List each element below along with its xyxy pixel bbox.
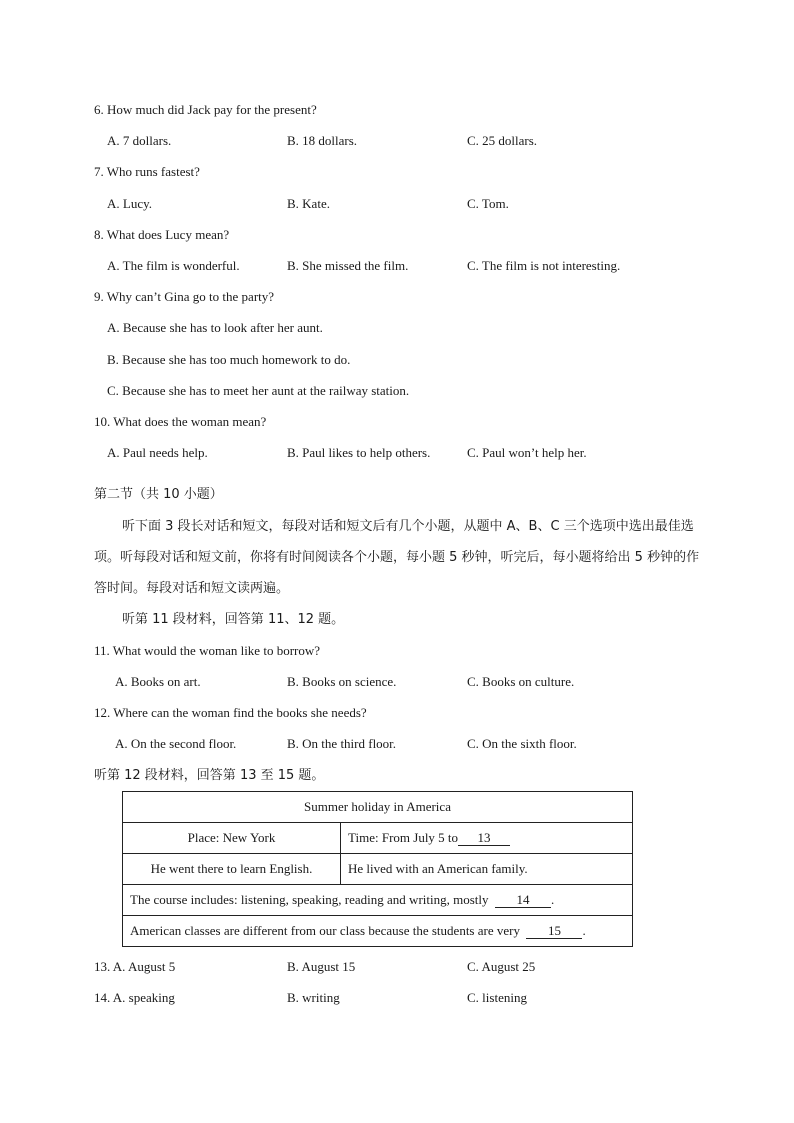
table-row [123,885,633,916]
option-c: C. The film is not interesting. [467,258,621,273]
table-row [123,916,633,947]
option-c: C. listening [467,990,527,1005]
classes-text: American classes are different from our class because the students are very [130,923,520,938]
option-b: B. She missed the film. [287,258,409,273]
material-12-instruction: 听第 12 段材料，回答第 13 至 15 题。 [94,768,325,783]
section-instructions: 听下面 3 段长对话和短文，每段对话和短文后有几个小题，从题中 A、B、C 三个选项中选出最佳选项。听每段对话和短文前，你将有时间阅读各个小题，每小题 5 秒钟，听完后，每小题将给出 5 秒钟的作答时间。每段对话和短文读两遍。 [94,519,700,596]
option-b: B. August 15 [287,959,356,974]
option-c: C. On the sixth floor. [467,736,577,751]
time-label: Time: From July 5 to [348,830,459,845]
question-7: 7. Who runs fastest? [94,164,200,179]
place-cell: Place: New York [123,823,341,854]
question-11: 11. What would the woman like to borrow? [94,643,321,658]
question-10-options [0,445,794,461]
option-a: A. On the second floor. [115,736,237,751]
blank-15: 15 [526,924,582,939]
option-b: B. On the third floor. [287,736,397,751]
question-6-options [0,133,794,149]
option-c: C. Books on culture. [467,674,575,689]
option-b: B. Books on science. [287,674,397,689]
blank-13: 13 [458,831,510,846]
blank-14: 14 [495,893,551,908]
question-8-options [0,258,794,274]
option-a: A. The film is wonderful. [107,258,240,273]
option-c: C. 25 dollars. [467,133,538,148]
option-c: C. Because she has to meet her aunt at the railway station. [107,383,410,398]
option-a: 14. A. speaking [94,990,175,1005]
option-a: A. Books on art. [115,674,201,689]
period: . [551,892,555,907]
question-10: 10. What does the woman mean? [94,414,267,429]
table-row [123,792,633,823]
option-b: B. Kate. [287,196,330,211]
option-b: B. writing [287,990,340,1005]
question-14-options [0,990,794,1006]
option-b: B. Because she has too much homework to do. [107,352,351,367]
material-11-instruction: 听第 11 段材料，回答第 11、12 题。 [122,612,345,627]
question-7-options [0,196,794,212]
table-title: Summer holiday in America [123,792,633,823]
option-a: A. Because she has to look after her aunt. [107,320,323,335]
option-c: C. Paul won’t help her. [467,445,587,460]
table-row [123,823,633,854]
option-b: B. 18 dollars. [287,133,358,148]
section-heading: 第二节（共 10 小题） [94,487,223,502]
table-row [123,854,633,885]
option-b: B. Paul likes to help others. [287,445,431,460]
question-13-options [0,959,794,975]
question-9: 9. Why can’t Gina go to the party? [94,289,275,304]
question-12-options [0,736,794,752]
summary-table [122,791,633,947]
question-12: 12. Where can the woman find the books she needs? [94,705,367,720]
option-a: 13. A. August 5 [94,959,176,974]
option-a: A. 7 dollars. [107,133,172,148]
course-cell [123,885,633,916]
family-cell: He lived with an American family. [341,854,633,885]
question-6: 6. How much did Jack pay for the present? [94,102,317,117]
option-c: C. August 25 [467,959,536,974]
time-cell [341,823,633,854]
classes-cell [123,916,633,947]
course-text: The course includes: listening, speaking, reading and writing, mostly [130,892,489,907]
learn-cell: He went there to learn English. [123,854,341,885]
question-8: 8. What does Lucy mean? [94,227,230,242]
option-c: C. Tom. [467,196,509,211]
period: . [582,923,586,938]
option-a: A. Paul needs help. [107,445,208,460]
option-a: A. Lucy. [107,196,153,211]
question-11-options [0,674,794,690]
